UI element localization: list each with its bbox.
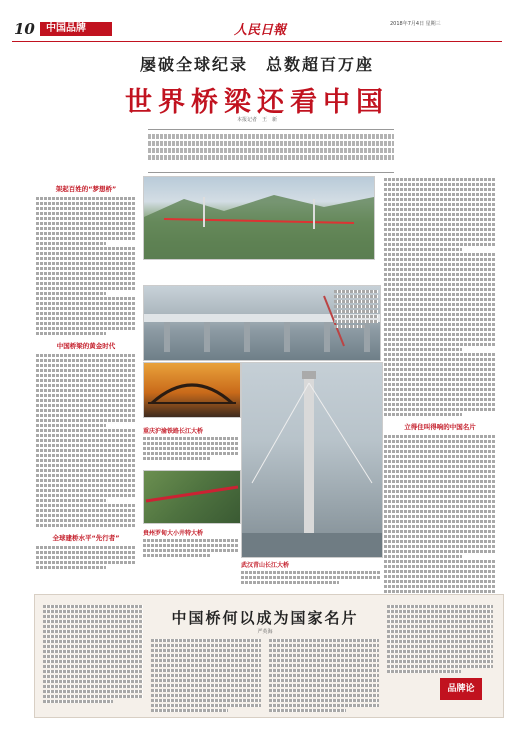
text-line xyxy=(36,292,106,295)
text-line xyxy=(36,217,136,220)
text-line xyxy=(384,435,496,438)
text-line xyxy=(384,218,496,221)
text-line xyxy=(384,520,496,523)
text-line xyxy=(384,585,496,588)
text-line xyxy=(36,317,136,320)
text-line xyxy=(36,332,106,335)
text-line xyxy=(269,704,379,707)
text-line xyxy=(384,525,496,528)
photo-caption-title: 重庆沪渝铁路长江大桥 xyxy=(143,428,204,435)
text-line xyxy=(334,300,378,303)
text-line xyxy=(384,278,496,281)
text-line xyxy=(36,207,136,210)
text-line xyxy=(384,495,496,498)
text-line xyxy=(334,290,378,293)
text-line xyxy=(269,689,379,692)
text-line xyxy=(269,674,379,677)
text-line xyxy=(43,630,143,633)
text-line xyxy=(384,440,496,443)
text-line xyxy=(387,660,493,663)
text-line xyxy=(43,655,143,658)
text-line xyxy=(36,257,136,260)
text-line xyxy=(334,310,378,313)
text-line xyxy=(36,389,136,392)
text-line xyxy=(36,561,136,564)
text-line xyxy=(384,465,496,468)
text-line xyxy=(36,394,136,397)
text-line xyxy=(36,222,136,225)
text-line xyxy=(384,388,496,391)
text-line xyxy=(241,581,339,584)
text-line xyxy=(151,649,261,652)
header-rule xyxy=(12,41,502,42)
text-line xyxy=(384,203,496,206)
text-line xyxy=(384,308,496,311)
text-line xyxy=(143,447,239,450)
text-line xyxy=(36,499,106,502)
text-line xyxy=(148,148,394,153)
lede-paragraph xyxy=(148,129,394,173)
text-line xyxy=(387,615,493,618)
text-line xyxy=(36,267,136,270)
text-line xyxy=(36,519,136,522)
text-line xyxy=(36,514,136,517)
text-line xyxy=(387,635,493,638)
text-line xyxy=(269,699,379,702)
commentary-column-3 xyxy=(269,637,379,714)
text-line xyxy=(151,684,261,687)
subhead: 架起百姓的“梦想桥” xyxy=(55,185,117,193)
text-line xyxy=(241,576,381,579)
text-line xyxy=(151,689,261,692)
text-line xyxy=(36,409,136,412)
text-line xyxy=(384,188,496,191)
text-line xyxy=(384,535,496,538)
text-line xyxy=(384,213,496,216)
commentary-column-right xyxy=(387,603,493,675)
text-line xyxy=(384,283,496,286)
text-line xyxy=(269,664,379,667)
text-line xyxy=(36,212,136,215)
text-line xyxy=(36,242,106,245)
text-line xyxy=(384,288,496,291)
text-line xyxy=(143,452,239,455)
text-line xyxy=(384,268,496,271)
article-byline: 本报记者 王 新 xyxy=(236,117,277,123)
text-line xyxy=(384,413,462,416)
text-line xyxy=(36,354,136,357)
text-line xyxy=(384,248,462,251)
photo-caption-block xyxy=(143,528,239,559)
text-line xyxy=(36,546,136,549)
text-line xyxy=(143,544,239,547)
text-line xyxy=(384,328,496,331)
text-line xyxy=(384,510,496,513)
text-line xyxy=(36,287,136,290)
text-line xyxy=(384,303,496,306)
text-line xyxy=(384,570,496,573)
text-line xyxy=(384,208,496,211)
text-line xyxy=(36,369,136,372)
text-line xyxy=(36,262,136,265)
bridge-photo-tower xyxy=(241,362,383,558)
text-line xyxy=(384,378,496,381)
text-line xyxy=(334,295,378,298)
text-line xyxy=(36,449,136,452)
text-line xyxy=(36,252,136,255)
text-line xyxy=(384,253,496,256)
text-line xyxy=(384,193,496,196)
text-line xyxy=(151,704,261,707)
text-line xyxy=(36,524,136,527)
text-line xyxy=(151,694,261,697)
text-line xyxy=(384,373,496,376)
text-line xyxy=(36,404,136,407)
text-line xyxy=(36,202,136,205)
text-line xyxy=(43,660,143,663)
text-line xyxy=(36,374,136,377)
text-line xyxy=(384,298,496,301)
text-line xyxy=(384,368,496,371)
text-line xyxy=(36,414,136,417)
text-line xyxy=(143,554,210,557)
text-line xyxy=(387,610,493,613)
text-line xyxy=(36,384,136,387)
subhead: 中国桥梁的黄金时代 xyxy=(56,342,116,350)
newspaper-logo: 人民日報 xyxy=(234,23,287,38)
commentary-column-left xyxy=(43,603,143,705)
text-line xyxy=(384,490,496,493)
text-line xyxy=(43,610,143,613)
text-line xyxy=(387,640,493,643)
text-line xyxy=(36,277,136,280)
text-line xyxy=(387,645,493,648)
text-line xyxy=(36,551,136,554)
subhead: 全球建桥水平“先行者” xyxy=(52,534,120,542)
text-line xyxy=(384,403,496,406)
bridge-photo-valley xyxy=(143,470,241,524)
page-number: 10 xyxy=(14,20,35,38)
text-line xyxy=(384,363,496,366)
text-line xyxy=(151,709,228,712)
text-line xyxy=(384,590,496,593)
photo-caption-title: 贵州罗甸大小井特大桥 xyxy=(143,530,204,537)
text-line xyxy=(151,659,261,662)
text-line xyxy=(36,429,136,432)
text-line xyxy=(384,475,496,478)
article-headline: 世界桥梁还看中国 xyxy=(125,87,389,118)
text-line xyxy=(387,670,461,673)
text-line xyxy=(384,540,496,543)
section-label: 中国品牌 xyxy=(46,23,86,34)
text-line xyxy=(387,665,493,668)
commentary-column-2 xyxy=(151,637,261,714)
text-line xyxy=(334,325,365,328)
text-line xyxy=(36,504,136,507)
text-line xyxy=(36,434,136,437)
text-line xyxy=(151,674,261,677)
text-line xyxy=(43,700,113,703)
text-line xyxy=(384,470,496,473)
text-line xyxy=(36,282,136,285)
text-line xyxy=(269,639,379,642)
commentary-badge: 品牌论 xyxy=(440,678,482,700)
text-line xyxy=(36,197,136,200)
subhead: 立得住叫得响的中国名片 xyxy=(404,423,476,431)
text-line xyxy=(36,237,136,240)
text-line xyxy=(384,318,496,321)
text-line xyxy=(384,445,496,448)
text-line xyxy=(384,530,496,533)
text-line xyxy=(151,644,261,647)
text-line xyxy=(387,655,493,658)
text-line xyxy=(269,684,379,687)
text-line xyxy=(43,625,143,628)
text-line xyxy=(43,645,143,648)
text-line xyxy=(43,605,143,608)
text-line xyxy=(384,333,496,336)
bridge-photo-mountain xyxy=(143,176,375,260)
text-line xyxy=(43,640,143,643)
text-line xyxy=(384,313,496,316)
text-line xyxy=(384,353,496,356)
text-line xyxy=(36,459,136,462)
text-line xyxy=(384,408,496,411)
text-line xyxy=(387,605,493,608)
text-line xyxy=(36,247,136,250)
text-line xyxy=(36,364,136,367)
text-line xyxy=(269,669,379,672)
text-line xyxy=(36,494,136,497)
date-line: 2018年7月4日 星期三 xyxy=(390,21,441,27)
text-line xyxy=(269,659,379,662)
text-line xyxy=(384,515,496,518)
text-line xyxy=(384,550,496,553)
text-line xyxy=(43,690,143,693)
text-line xyxy=(384,480,496,483)
text-line xyxy=(384,580,496,583)
text-line xyxy=(36,419,136,422)
text-line xyxy=(43,650,143,653)
text-line xyxy=(387,630,493,633)
text-line xyxy=(36,484,136,487)
text-line xyxy=(43,615,143,618)
side-caption xyxy=(334,288,378,330)
text-line xyxy=(387,650,493,653)
text-line xyxy=(384,565,496,568)
text-line xyxy=(384,263,496,266)
text-line xyxy=(384,560,496,563)
text-line xyxy=(387,625,493,628)
right-column xyxy=(384,176,496,655)
text-line xyxy=(384,455,496,458)
text-line xyxy=(148,134,394,139)
text-line xyxy=(384,545,496,548)
text-line xyxy=(36,474,136,477)
text-line xyxy=(384,228,496,231)
text-line xyxy=(384,238,496,241)
text-line xyxy=(36,232,136,235)
text-line xyxy=(43,675,143,678)
bridge-photo-arch xyxy=(143,362,241,418)
commentary-byline: 严英海 xyxy=(257,629,273,635)
text-line xyxy=(43,665,143,668)
text-line xyxy=(151,679,261,682)
text-line xyxy=(384,243,496,246)
text-line xyxy=(269,694,379,697)
commentary-title: 中国桥何以成为国家名片 xyxy=(171,609,359,627)
text-line xyxy=(384,398,496,401)
text-line xyxy=(36,464,136,467)
text-line xyxy=(269,649,379,652)
text-line xyxy=(151,669,261,672)
text-line xyxy=(384,198,496,201)
text-line xyxy=(143,442,239,445)
text-line xyxy=(43,685,143,688)
text-line xyxy=(36,272,136,275)
text-line xyxy=(36,307,136,310)
text-line xyxy=(269,709,346,712)
photo-caption-block xyxy=(143,426,239,462)
text-line xyxy=(151,699,261,702)
text-line xyxy=(36,399,136,402)
left-column xyxy=(36,178,136,571)
text-line xyxy=(384,485,496,488)
article-kicker: 屡破全球纪录 总数超百万座 xyxy=(139,55,374,74)
text-line xyxy=(384,343,496,346)
photo-caption-block xyxy=(241,560,381,586)
text-line xyxy=(36,454,136,457)
text-line xyxy=(384,258,496,261)
text-line xyxy=(384,393,496,396)
text-line xyxy=(384,500,496,503)
text-line xyxy=(36,327,136,330)
text-line xyxy=(148,155,394,160)
text-line xyxy=(36,556,136,559)
text-line xyxy=(36,566,106,569)
page-header xyxy=(12,20,502,40)
text-line xyxy=(269,679,379,682)
text-line xyxy=(36,489,136,492)
text-line xyxy=(151,654,261,657)
text-line xyxy=(43,695,143,698)
text-line xyxy=(143,549,239,552)
text-line xyxy=(384,460,496,463)
text-line xyxy=(241,571,381,574)
text-line xyxy=(387,620,493,623)
text-line xyxy=(43,670,143,673)
text-line xyxy=(384,233,496,236)
text-line xyxy=(269,644,379,647)
text-line xyxy=(384,178,496,181)
text-line xyxy=(384,273,496,276)
text-line xyxy=(36,227,136,230)
text-line xyxy=(36,469,136,472)
text-line xyxy=(334,315,378,318)
text-line xyxy=(36,359,136,362)
text-line xyxy=(384,223,496,226)
text-line xyxy=(36,297,136,300)
text-line xyxy=(384,293,496,296)
text-line xyxy=(384,348,462,351)
text-line xyxy=(143,457,210,460)
text-line xyxy=(36,312,136,315)
text-line xyxy=(384,450,496,453)
photo-caption-title: 武汉青山长江大桥 xyxy=(241,562,290,569)
text-line xyxy=(384,358,496,361)
text-line xyxy=(334,320,378,323)
text-line xyxy=(43,620,143,623)
text-line xyxy=(36,302,136,305)
text-line xyxy=(36,509,136,512)
text-line xyxy=(384,383,496,386)
text-line xyxy=(384,338,496,341)
text-line xyxy=(384,555,462,558)
text-line xyxy=(36,379,136,382)
text-line xyxy=(384,505,496,508)
text-line xyxy=(43,680,143,683)
text-line xyxy=(43,635,143,638)
text-line xyxy=(384,575,496,578)
text-line xyxy=(151,664,261,667)
text-line xyxy=(143,437,239,440)
text-line xyxy=(384,183,496,186)
text-line xyxy=(36,424,106,427)
text-line xyxy=(36,479,136,482)
text-line xyxy=(36,444,136,447)
text-line xyxy=(384,323,496,326)
text-line xyxy=(334,305,378,308)
text-line xyxy=(148,141,394,146)
text-line xyxy=(36,322,136,325)
text-line xyxy=(269,654,379,657)
text-line xyxy=(151,639,261,642)
text-line xyxy=(143,539,239,542)
text-line xyxy=(36,439,136,442)
